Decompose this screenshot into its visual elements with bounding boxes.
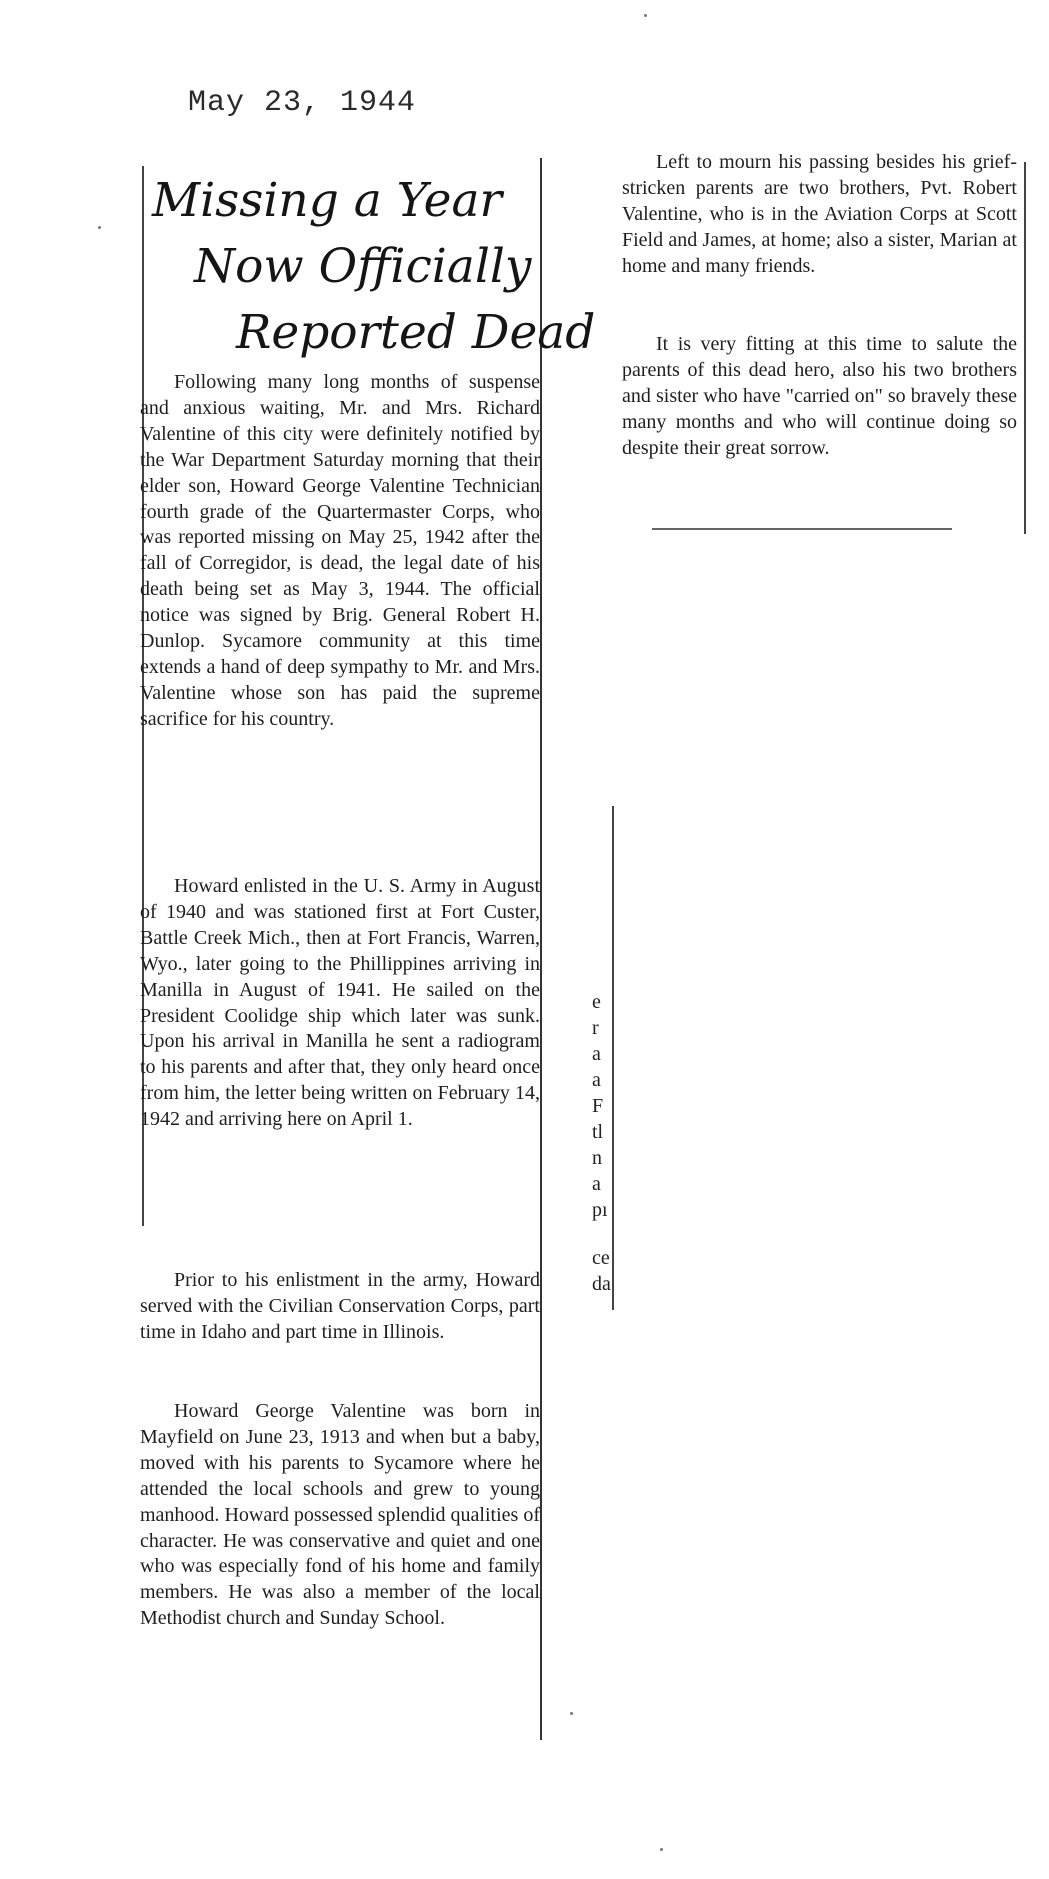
fragment-letter: a [592, 1069, 601, 1091]
fragment-letter: e [592, 991, 601, 1013]
end-rule [652, 528, 952, 530]
fragment-rule [612, 806, 614, 1310]
headline-line-2: Now Officially [194, 239, 532, 294]
scan-speck [98, 226, 101, 229]
fragment-letter: ce [592, 1247, 610, 1269]
paragraph-enlistment: Howard enlisted in the U. S. Army in August of 1940 and was stationed first at Fort Custer, Battle Creek Mich., then at Fort Francis, Warren, Wyo., later going to the Phillippines arriving in Manilla in August of 1941. He sailed on the President Coolidge ship which later was sunk. Upon his arrival in Manilla he sent a radiogram to his parents and after that, they only heard once from him, the letter being written on February 14, 1942 and arriving here on April 1. [140, 875, 540, 1131]
fragment-letter: r [592, 1017, 599, 1039]
column-rule-right [540, 158, 542, 1740]
fragment-letter: a [592, 1043, 601, 1065]
fragment-letter: a [592, 1173, 601, 1195]
paragraph-biography: Howard George Valentine was born in Mayfield on June 23, 1913 and when but a baby, moved with his parents to Sycamore where he attended the local schools and grew to young manhood. Howard possessed splendid qualities of character. He was conservative and quiet and one who was especially fond of his home and family members. He was also a member of the local Methodist church and Sunday School. [140, 1400, 540, 1630]
paragraph-tribute: It is very fitting at this time to salute the parents of this dead hero, also his two brothers and sister who have "carried on" so bravely these many months and who will continue doing so despite their great sorrow. [622, 333, 1017, 459]
adjacent-column-fragment [590, 806, 618, 1310]
fragment-letter: F [592, 1095, 604, 1117]
headline-line-3: Reported Dead [236, 305, 596, 360]
article-continuation-clipping [612, 148, 1030, 534]
paragraph-ccc-service: Prior to his enlistment in the army, Howard served with the Civilian Conservation Corps, part time in Idaho and part time in Illinois. [140, 1269, 540, 1343]
headline [144, 168, 596, 366]
column-rule-right [1024, 162, 1026, 534]
paragraph-notification: Following many long months of suspense and anxious waiting, Mr. and Mrs. Richard Valentine of this city were definitely notified by the War Department Saturday morning that their elder son, Howard George Valentine Technician fourth grade of the Quartermaster Corps, who was reported missing on May 25, 1942 after the fall of Corregidor, is dead, the legal date of his death being set as May 3, 1944. The official notice was signed by Brig. General Robert H. Dunlop. Sycamore community at this time extends a hand of deep sympathy to Mr. and Mrs. Valentine whose son has paid the supreme sacrifice for his country. [140, 371, 540, 730]
article-clipping [130, 158, 596, 1740]
scan-speck [570, 1712, 573, 1715]
fragment-letter: pı [592, 1199, 608, 1221]
headline-line-1: Missing a Year [152, 173, 502, 228]
fragment-letter: n [592, 1147, 602, 1169]
fragment-letter: tl [592, 1121, 604, 1143]
scan-speck [644, 14, 647, 17]
typed-date: May 23, 1944 [188, 86, 417, 120]
paragraph-survivors: Left to mourn his passing besides his grief-stricken parents are two brothers, Pvt. Robert Valentine, who is in the Aviation Corps at Scott Field and James, at home; also a sister, Marian at home and many friends. [622, 151, 1017, 277]
scan-speck [660, 1848, 663, 1851]
fragment-letter: da [592, 1273, 611, 1295]
